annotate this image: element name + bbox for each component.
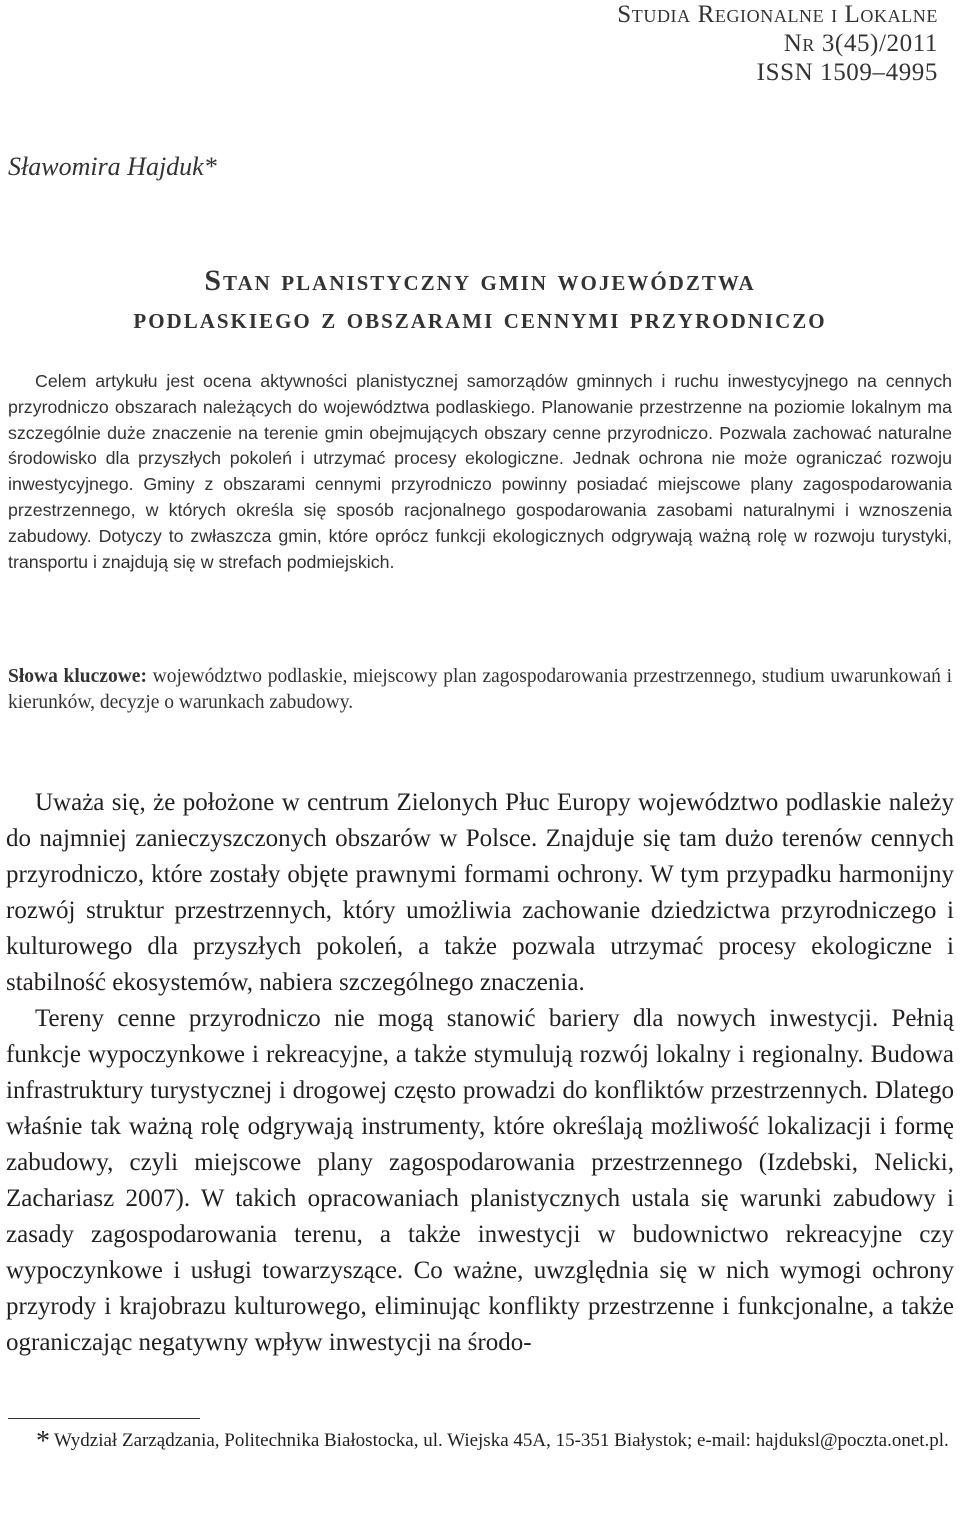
footnote-mark: * [36,1426,50,1457]
journal-header [617,0,938,87]
title-line-2: podlaskiego z obszarami cennymi przyrodniczo [133,302,827,335]
author-name: Sławomira Hajduk* [8,152,217,181]
footnote-rule [8,1418,200,1419]
body-paragraph-1: Uważa się, że położone w centrum Zielonych Płuc Europy województwo podlaskie należy do najmniej zanieczyszczonych obszarów w Polsce. Znajduje się tam dużo terenów cennych przyrodniczo, które zostały objęte prawnymi formami ochrony. W tym przypadku harmonijny rozwój struktur przestrzennych, który umożliwia zachowanie dziedzictwa przyrodniczego i kulturowego dla przyszłych pokoleń, a także pozwala utrzymać procesy ekologiczne i stabilność ekosystemów, nabiera szczególnego znaczenia. [6,789,954,996]
body-text [6,785,954,1361]
title-line-1: Stan planistyczny gmin województwa [204,264,756,297]
abstract: Celem artykułu jest ocena aktywności planistycznej samorządów gminnych i ruchu inwestycyjnego na cennych przyrodniczo obszarach należących do województwa podlaskiego. Planowanie przestrzenne na poziomie lokalnym ma szczególnie duże znaczenie na terenie gmin obejmujących obszary cenne przyrodniczo. Pozwala zachować naturalne środowisko dla przyszłych pokoleń i utrzymać procesy ekologiczne. Jednak ochrona nie może ograniczać rozwoju inwestycyjnego. Gminy z obszarami cennymi przyrodniczo powinny posiadać miejscowe plany zagospodarowania przestrzennego, w których określa się sposób racjonalnego gospodarowania zasobami naturalnymi i wznoszenia zabudowy. Dotyczy to zwłaszcza gmin, które oprócz funkcji ekologicznych odgrywają ważną rolę w rozwoju turystyki, transportu i znajdują się w strefach podmiejskich. [8,371,952,572]
journal-issn: ISSN 1509–4995 [756,59,938,86]
journal-name: Studia Regionalne i Lokalne [617,1,938,28]
journal-issue: Nr 3(45)/2011 [783,30,938,57]
keywords-text: województwo podlaskie, miejscowy plan zagospodarowania przestrzennego, studium uwarunkowań i kierunków, decyzje o warunkach zabudowy. [8,666,953,713]
article-title [0,262,960,338]
body-paragraph-2: Tereny cenne przyrodniczo nie mogą stanowić bariery dla nowych inwestycji. Pełnią funkcje wypoczynkowe i rekreacyjne, a także stymulują rozwój lokalny i regionalny. Budowa infrastruktury turystycznej i drogowej często prowadzi do konfliktów przestrzennych. Dlatego właśnie tak ważną rolę odgrywają instrumenty, które określają możliwość lokalizacji i formę zabudowy, czyli miejscowe plany zagospodarowania przestrzennego (Izdebski, Nelicki, Zachariasz 2007). W takich opracowaniach planistycznych ustala się warunki zabudowy i zasady zagospodarowania terenu, a także inwestycji w budownictwo rekreacyjne czy wypoczynkowe i usługi towarzyszące. Co ważne, uwzględnia się w nich wymogi ochrony przyrody i krajobrazu kulturowego, eliminując konflikty przestrzenne i funkcjonalne, a także ograniczając negatywny wpływ inwestycji na środo- [6,1005,954,1356]
keywords [8,664,952,716]
footnote [8,1425,952,1457]
keywords-label: Słowa kluczowe: [8,666,147,687]
footnote-text: Wydział Zarządzania, Politechnika Białostocka, ul. Wiejska 45A, 15-351 Białystok; e-mail: hajduksl@poczta.onet.pl. [54,1430,949,1451]
